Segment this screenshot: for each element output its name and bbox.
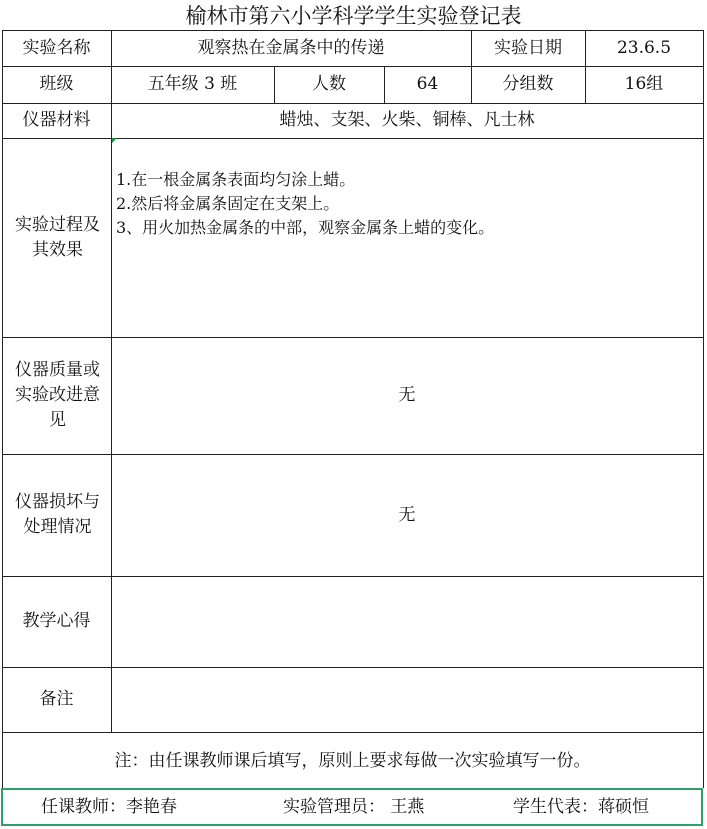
- student-representative: 学生代表：蒋硕恒: [513, 797, 649, 817]
- student-count-value[interactable]: 64: [416, 74, 439, 94]
- experiment-name-value[interactable]: 观察热在金属条中的传递: [197, 37, 385, 58]
- process-step-3: 3、用火加热金属条的中部，观察金属条上蜡的变化。: [116, 218, 495, 237]
- remark-value[interactable]: [111, 667, 703, 732]
- damage-label: 仪器损坏与处理情况: [15, 492, 100, 537]
- process-label: 实验过程及其效果: [15, 214, 100, 260]
- materials-label: 仪器材料: [22, 110, 91, 130]
- signature-row: [1, 788, 703, 826]
- process-step-2: 2.然后将金属条固定在支架上。: [116, 194, 340, 213]
- damage-value[interactable]: 无: [398, 504, 416, 525]
- teaching-insight-value[interactable]: [111, 576, 703, 667]
- form-title: 榆林市第六小学科学学生实验登记表: [185, 4, 522, 28]
- remark-label: 备注: [39, 689, 74, 709]
- materials-value[interactable]: 蜡烛、支架、火柴、铜棒、凡士林: [279, 110, 535, 130]
- experiment-name-label: 实验名称: [22, 37, 91, 58]
- group-count-value[interactable]: 16组: [624, 74, 664, 94]
- student-count-label: 人数: [312, 74, 346, 94]
- teacher-signature: 任课教师：李艳春: [41, 797, 177, 817]
- manager-signature: 实验管理员： 王燕: [283, 797, 425, 817]
- cell-marker: [112, 138, 117, 143]
- quality-label: 仪器质量或实验改进意见: [15, 360, 100, 430]
- group-count-label: 分组数: [502, 74, 554, 94]
- class-value[interactable]: 五年级 3 班: [147, 74, 238, 94]
- process-step-1: 1.在一根金属条表面均匀涂上蜡。: [116, 170, 356, 189]
- note-text: 注：由任课教师课后填写，原则上要求每做一次实验填写一份。: [114, 750, 591, 771]
- teaching-insight-label: 教学心得: [22, 611, 91, 631]
- class-label: 班级: [39, 74, 74, 94]
- quality-value[interactable]: 无: [398, 385, 416, 405]
- process-content[interactable]: [116, 168, 696, 240]
- experiment-date-value[interactable]: 23.6.5: [616, 37, 672, 58]
- experiment-date-label: 实验日期: [494, 37, 562, 58]
